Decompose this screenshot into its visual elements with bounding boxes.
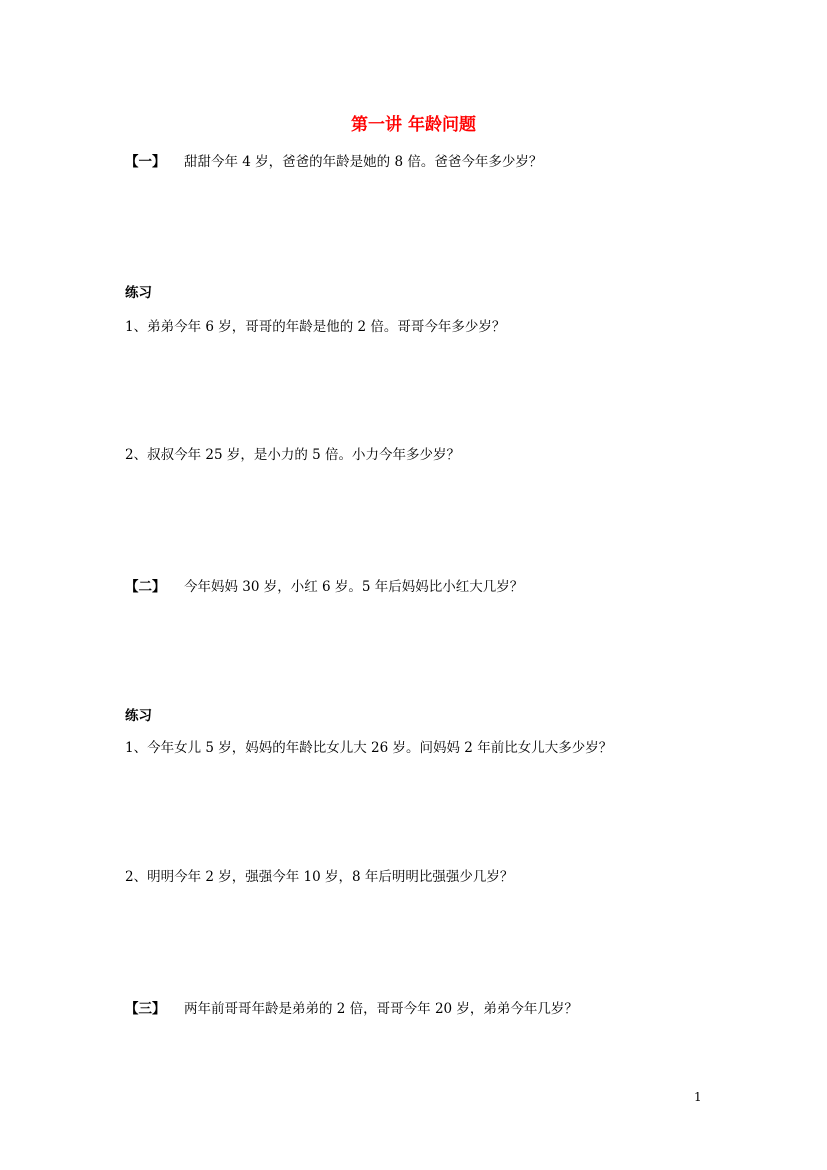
example-3-tag: 【三】 xyxy=(125,1001,166,1017)
example-2-question: 今年妈妈 30 岁，小红 6 岁。5 年后妈妈比小红大几岁？ xyxy=(184,579,524,595)
practice-1-question-2: 2、叔叔今年 25 岁，是小力的 5 倍。小力今年多少岁？ xyxy=(125,447,461,463)
example-1-question: 甜甜今年 4 岁，爸爸的年龄是她的 8 倍。爸爸今年多少岁？ xyxy=(184,154,543,170)
example-3 xyxy=(125,997,578,1017)
example-1 xyxy=(125,150,542,170)
practice-2-question-1: 1、今年女儿 5 岁，妈妈的年龄比女儿大 26 岁。问妈妈 2 年前比女儿大多少岁？ xyxy=(125,740,613,756)
example-3-question: 两年前哥哥年龄是弟弟的 2 倍，哥哥今年 20 岁，弟弟今年几岁？ xyxy=(184,1001,578,1017)
practice-2-question-2: 2、明明今年 2 岁，强强今年 10 岁，8 年后明明比强强少几岁？ xyxy=(125,869,514,885)
practice-1-heading: 练习 xyxy=(125,285,152,301)
example-2 xyxy=(125,575,523,595)
page-number: 1 xyxy=(694,1090,702,1104)
practice-2-heading: 练习 xyxy=(125,708,152,724)
page-title: 第一讲 年龄问题 xyxy=(351,115,476,135)
example-2-tag: 【二】 xyxy=(125,579,166,595)
practice-1-question-1: 1、弟弟今年 6 岁，哥哥的年龄是他的 2 倍。哥哥今年多少岁？ xyxy=(125,319,506,335)
example-1-tag: 【一】 xyxy=(125,154,166,170)
